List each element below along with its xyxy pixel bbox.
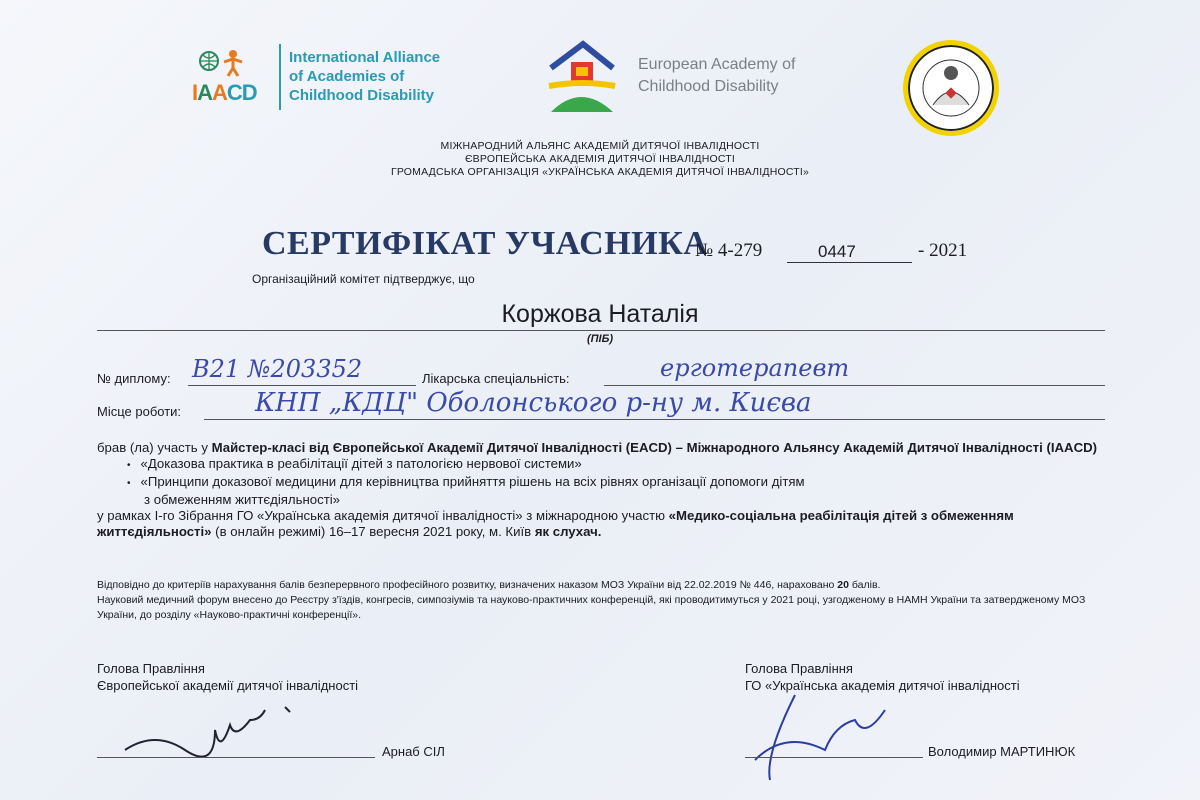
signer-title: Голова Правління: [97, 661, 205, 676]
pib-label: (ПІБ): [586, 333, 614, 345]
specialty-line: [604, 385, 1105, 386]
iaacd-name: [289, 48, 440, 105]
header-line: МІЖНАРОДНИЙ АЛЬЯНС АКАДЕМІЙ ДИТЯЧОЇ ІНВАЛІДНОСТІ: [440, 140, 760, 152]
header-line: ГРОМАДСЬКА ОРГАНІЗАЦІЯ «УКРАЇНСЬКА АКАДЕМІЯ ДИТЯЧОЇ ІНВАЛІДНОСТІ»: [390, 166, 810, 178]
iaacd-abbr: IAACD: [192, 80, 257, 105]
certificate-year: - 2021: [918, 240, 968, 261]
signer-org: ГО «Українська академія дитячої інвалідності: [745, 678, 1020, 693]
event-details: (в онлайн режимі) 16–17 вересня 2021 року, м. Київ: [211, 524, 535, 539]
logo-divider: [279, 44, 281, 110]
topic-text: «Доказова практика в реабілітації дітей з патологією нервової системи»: [140, 456, 582, 471]
diploma-label: № диплому:: [97, 371, 171, 386]
frame-text: у рамках І-го Зібрання ГО «Українська академія дитячої інвалідності» з міжнародною участю: [97, 508, 669, 523]
signature-eacd: [120, 705, 310, 765]
topic-text-cont: з обмеженням життєдіяльності»: [144, 492, 340, 507]
registry-text: Науковий медичний форум внесено до Реєстру з'їздів, конгресів, симпозіумів та науково-практичних конференцій, які проводитимуться у 2021 році, узгодженому в НАМН України та затвердженому МОЗ України, до розділу «Науково-практичні конференції».: [97, 594, 1086, 621]
certificate-number-prefix: № 4-279: [695, 240, 763, 261]
seal-figure-icon: [908, 45, 994, 131]
name-line: [97, 330, 1105, 331]
signature-line: [97, 757, 375, 758]
participation-text: [97, 440, 1097, 540]
topic-item: [127, 474, 1097, 508]
eacd-line: European Academy of: [638, 56, 796, 73]
signature-block-eacd: [97, 660, 358, 694]
certificate-title: СЕРТИФІКАТ УЧАСНИКА: [262, 225, 709, 262]
workplace-value: КНП „КДЦ" Оболонського р-ну м. Києва: [255, 388, 812, 418]
header-line: ЄВРОПЕЙСЬКА АКАДЕМІЯ ДИТЯЧОЇ ІНВАЛІДНОСТІ: [464, 153, 736, 165]
signer-name: Арнаб СІЛ: [382, 744, 445, 759]
number-underline: [787, 262, 912, 263]
globe-icon: [198, 50, 220, 72]
masterclass-title: Майстер-класі від Європейської Академії Дитячої Інвалідності (EACD) – Міжнародного Альянсу Академій Дитячої Інвалідності (IAACD): [211, 440, 1098, 455]
confirm-text: Організаційний комітет підтверджує, що: [252, 272, 475, 286]
topic-text: «Принципи доказової медицини для керівництва прийняття рішень на всіх рівнях організації допомоги дітям: [140, 474, 805, 489]
signer-title: Голова Правління: [745, 661, 853, 676]
eacd-house-icon: [543, 38, 621, 116]
workplace-label: Місце роботи:: [97, 404, 182, 419]
signature-uacd: [735, 690, 915, 790]
topic-item: [127, 456, 1097, 474]
specialty-value: ерготерапевт: [660, 354, 850, 382]
certificate-number: 0447: [818, 242, 856, 261]
signer-org: Європейської академії дитячої інвалідності: [97, 678, 359, 693]
organizations-header: [0, 140, 1200, 179]
topics-list: [97, 456, 1097, 508]
diploma-line: [188, 385, 416, 386]
participant-name: Коржова Наталія: [501, 300, 699, 328]
cpd-points-text: [97, 578, 1097, 623]
eacd-name: [638, 54, 795, 98]
ukrainian-academy-seal: [903, 40, 999, 136]
intro-text: брав (ла) участь у: [97, 440, 212, 455]
signature-line: [745, 757, 923, 758]
signature-block-uacd: [745, 660, 1020, 694]
iaacd-line: of Academies of: [289, 68, 405, 85]
iaacd-line: International Alliance: [289, 49, 441, 66]
diploma-value: В21 №203352: [192, 355, 363, 383]
child-figure-icon: [220, 48, 246, 78]
points-value: 20: [837, 579, 849, 591]
eacd-line: Childhood Disability: [638, 78, 779, 95]
points-text: Відповідно до критеріїв нарахування балів безперервного професійного розвитку, визначених наказом МОЗ України від 22.02.2019 № 446, нараховано: [97, 579, 838, 591]
iaacd-line: Childhood Disability: [289, 87, 434, 104]
signer-name: Володимир МАРТИНЮК: [928, 744, 1076, 759]
participant-role: як слухач.: [534, 524, 602, 539]
event-title: «Медико-соціальна реабілітація дітей з обмеженням життєдіяльності»: [97, 508, 1014, 539]
workplace-line: [204, 419, 1105, 420]
specialty-label: Лікарська спеціальність:: [422, 371, 570, 386]
points-unit: балів.: [848, 579, 881, 591]
